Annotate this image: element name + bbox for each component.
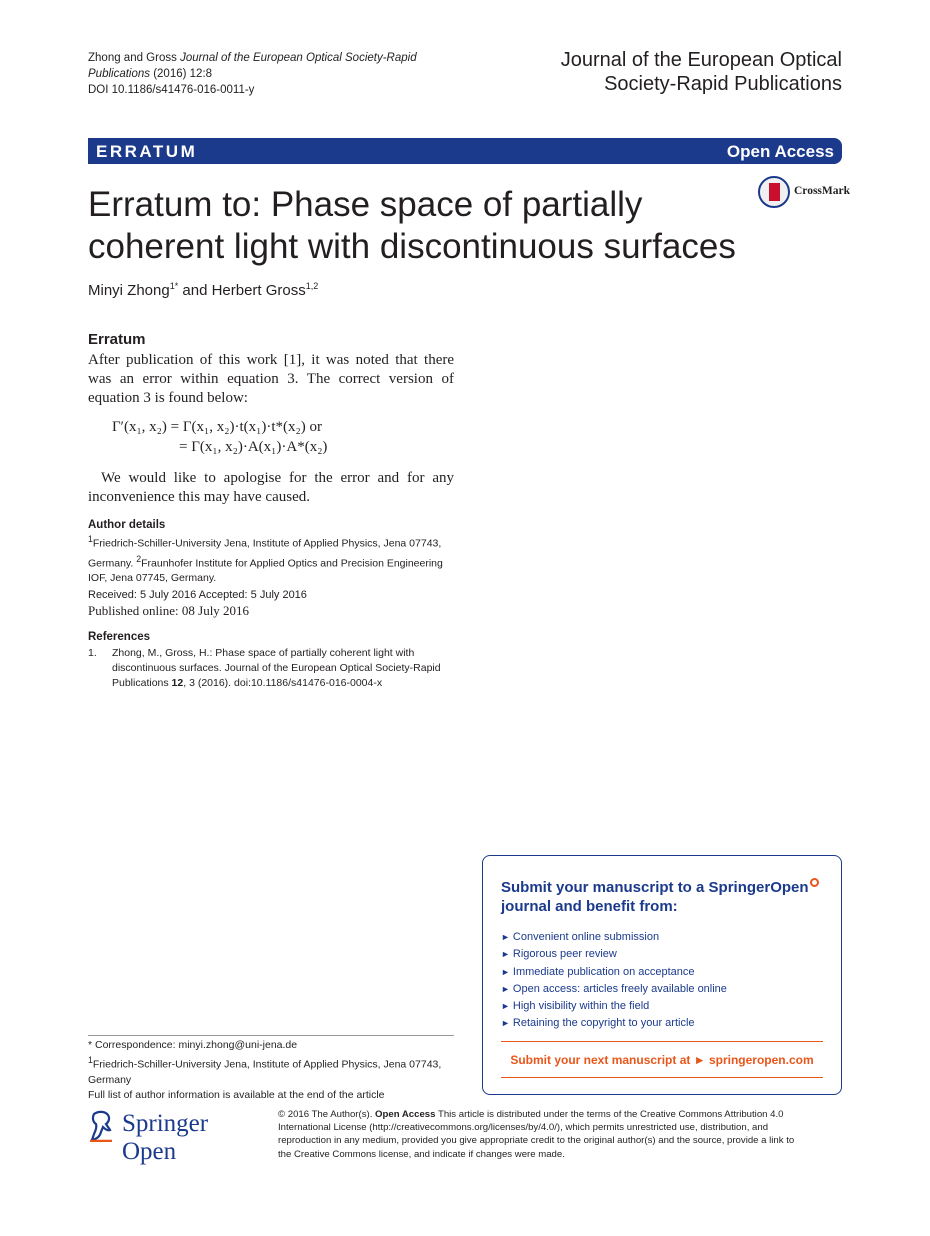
triangle-bullet-icon: ► — [501, 949, 510, 960]
triangle-bullet-icon: ► — [501, 1018, 510, 1029]
footnote-affiliation: $^1$Friedrich-Schiller-University Jena, Institute of Applied Physics, Jena 07743, Germany — [88, 1055, 442, 1086]
citation-block — [88, 50, 448, 98]
springer-open-logo[interactable] — [88, 1108, 268, 1165]
footnotes — [88, 1038, 456, 1103]
list-item: ► Immediate publication on acceptance — [501, 964, 727, 981]
springer-open-wordmark: Springer Open — [122, 1110, 209, 1165]
footnote-full-list: Full list of author information is available at the end of the article — [88, 1088, 385, 1101]
list-item: ► High visibility within the field — [501, 998, 727, 1015]
triangle-bullet-icon: ► — [501, 1001, 510, 1012]
promo-divider-top — [501, 1041, 823, 1042]
article-title: Erratum to: Phase space of partially coherent light with discontinuous surfaces — [88, 185, 736, 266]
list-item: ► Open access: articles freely available online — [501, 981, 727, 998]
references-heading: References — [88, 631, 151, 643]
erratum-paragraph-1: After publication of this work [1], it was noted that there was an error within equation 3. The correct version of equation 3 is found below: — [88, 352, 454, 406]
triangle-bullet-icon: ► — [501, 932, 510, 942]
author-details-text: $^1$Friedrich-Schiller-University Jena, Institute of Applied Physics, Jena 07743, Germany. $^2$Fraunhofer Institute for Applied Optics and Precision Engineering IOF, Jena 07745, Germany. — [88, 534, 443, 584]
list-item: ► Retaining the copyright to your article — [501, 1015, 727, 1032]
author-name[interactable]: Minyi Zhong — [88, 282, 170, 299]
correspondence-email[interactable]: * Correspondence: minyi.zhong@uni-jena.de — [88, 1039, 298, 1051]
promo-divider-bottom — [501, 1077, 823, 1078]
section-heading-erratum: Erratum — [88, 331, 146, 348]
citation-line-2: Publications (2016) 12:8 — [88, 68, 213, 80]
triangle-arrow-icon: ► — [693, 1053, 706, 1067]
published-date: Published online: 08 July 2016 — [88, 603, 250, 618]
article-type-banner — [88, 138, 842, 164]
reference-number: 1. — [88, 647, 97, 659]
springer-horse-icon — [88, 1110, 114, 1142]
journal-title: Journal of the European Optical Society-Rapid Publications — [560, 49, 842, 95]
open-access-label: Open Access — [726, 142, 834, 161]
author-details-heading: Author details — [88, 519, 166, 531]
equation-line-2: = Γ(x₁, x₂)·A(x₁)·A*(x₂) — [179, 439, 328, 455]
crossmark-label: CrossMark — [794, 185, 851, 197]
reference-item[interactable]: Zhong, M., Gross, H.: Phase space of partially coherent light with discontinuous surfaces. Journal of the European Optical Society-Rapid Publications 12, 3 (2016). doi:10.1186/s41476-016-0004-x — [112, 647, 441, 689]
received-accepted-dates: Received: 5 July 2016 Accepted: 5 July 2016 — [88, 589, 307, 601]
crossmark-button[interactable] — [758, 176, 851, 210]
citation-doi[interactable]: DOI 10.1186/s41476-016-0011-y — [88, 84, 255, 96]
springeropen-promo-box — [482, 855, 842, 1095]
citation-line-1: Zhong and Gross Journal of the European Optical Society-Rapid — [88, 52, 417, 64]
triangle-bullet-icon: ► — [501, 983, 510, 994]
license-text: © 2016 The Author(s). Open Access This article is distributed under the terms of the Creative Commons Attribution 4.0 International License (http://creativecommons.org/licenses/by/4.0/), which permits unrestricted use, distribution, and reproduction in any medium, provided you give appropriate credit to the original author(s) and the source, provide a link to the Creative Commons license, and indicate if changes were made. — [278, 1109, 795, 1160]
author-list: Minyi Zhong$^{1*}$ and Herbert Gross$^{1,2}$ — [88, 281, 319, 299]
promo-benefits-list — [501, 929, 727, 1033]
submit-manuscript-link[interactable]: Submit your next manuscript at ► springeropen.com — [510, 1053, 814, 1067]
footnote-divider — [88, 1035, 454, 1036]
erratum-paragraph-2: We would like to apologise for the error and for any inconvenience this may have caused. — [88, 470, 454, 505]
article-type-label: ERRATUM — [96, 142, 198, 161]
triangle-bullet-icon: ► — [501, 966, 510, 977]
list-item: ► Convenient online submission — [501, 929, 727, 946]
springeropen-mark-icon — [810, 878, 819, 887]
equation-line-1: Γ′(x₁, x₂) = Γ(x₁, x₂)·t(x₁)·t*(x₂) or — [112, 419, 322, 435]
list-item: ► Rigorous peer review — [501, 946, 727, 963]
citation-journal: Journal of the European Optical Society-Rapid — [180, 52, 417, 64]
promo-heading: Submit your manuscript to a SpringerOpen journal and benefit from: — [501, 878, 831, 916]
